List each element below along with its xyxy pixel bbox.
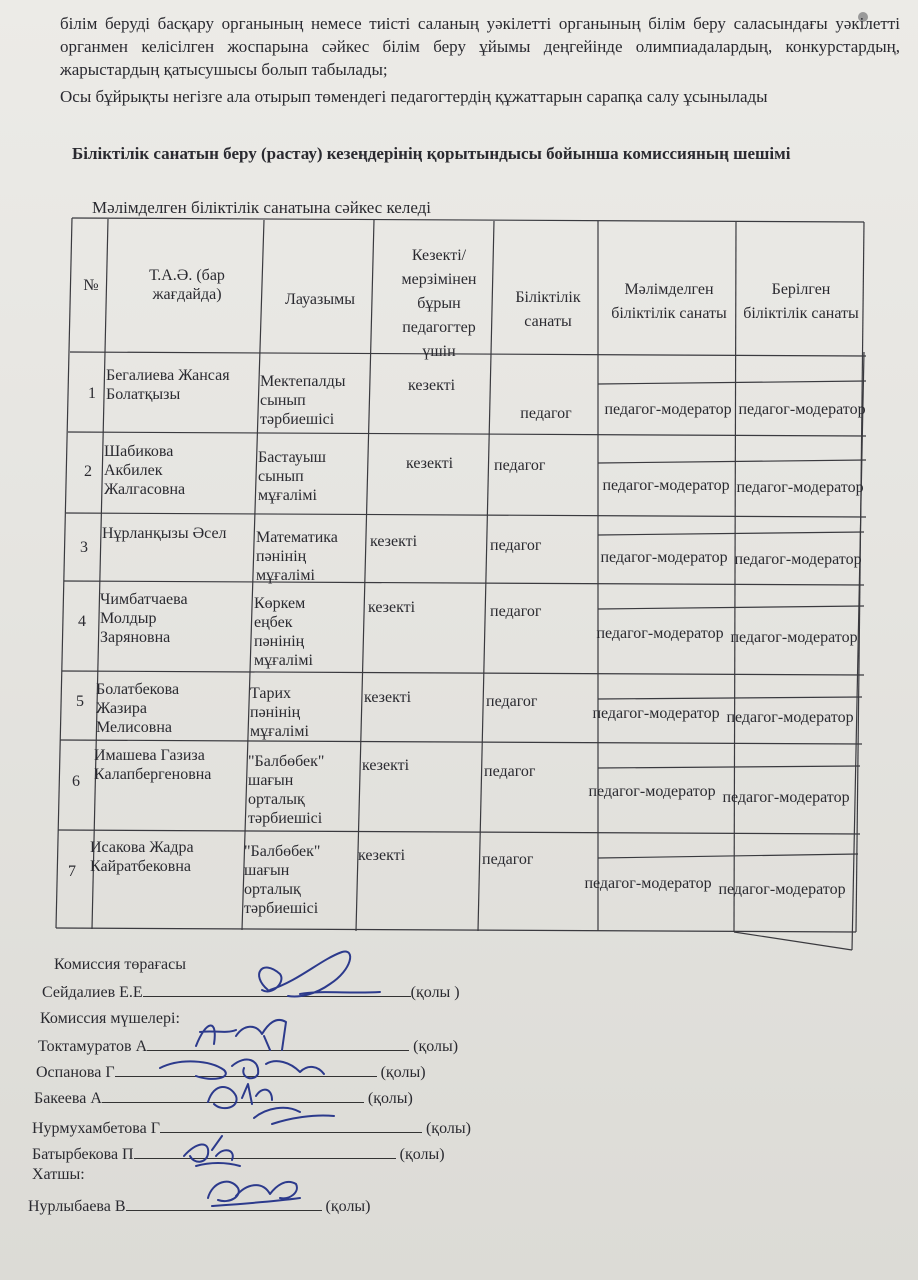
row1-name: Бегалиева Жансая Болатқызы (106, 367, 230, 403)
chair-sign-word: (қолы ) (410, 984, 460, 1001)
decision-heading: Біліктілік санатын беру (растау) кезеңдерінің қорытындысы бойынша комиссияның шешімі (72, 144, 791, 163)
member5-name: Батырбекова П (32, 1146, 134, 1163)
row1-num: 1 (88, 385, 96, 402)
member2-name: Оспанова Г (36, 1064, 115, 1081)
row1-type: кезекті (408, 377, 456, 394)
row5-name: Болатбекова Жазира Мелисовна (96, 681, 180, 736)
secretary-signature (208, 1182, 300, 1206)
row3-type: кезекті (370, 533, 418, 550)
row6-category: педагог (484, 763, 536, 780)
row2-type: кезекті (406, 455, 454, 472)
row5-granted: педагог-модератор (726, 709, 854, 726)
intro-paragraph: білім беруді басқару органының немесе тиісті саланың уәкілетті органының білім беру саласындағы уәкілетті органмен келісілген жоспарына сәйкес білім беру ұйымы деңгейінде олимпиадалардың, конкурстардың, жарыстардың қатысушысы болып табылады; (60, 14, 900, 79)
header-category: Біліктілік санаты (515, 289, 581, 330)
row4-num: 4 (78, 613, 86, 630)
header-declared: Мәлімделген біліктілік санаты (611, 281, 727, 322)
row3-category: педагог (490, 537, 542, 554)
row6-position: "Балбөбек" шағын орталық тәрбиешісі (248, 753, 325, 827)
row1-category: педагог (520, 405, 572, 422)
row5-num: 5 (76, 693, 84, 710)
row4-name: Чимбатчаева Молдыр Заряновна (100, 591, 188, 646)
header-position: Лауазымы (285, 291, 355, 308)
member2-signature (160, 1060, 324, 1079)
row4-granted: педагог-модератор (730, 629, 858, 646)
row1-declared: педагог-модератор (604, 401, 732, 418)
member3-name: Бакеева А (34, 1090, 102, 1107)
row1-position: Мектепалды сынып тәрбиешісі (260, 373, 346, 428)
row1-granted: педагог-модератор (738, 401, 866, 418)
row5-declared: педагог-модератор (592, 705, 720, 722)
members-title: Комиссия мүшелері: (40, 1010, 180, 1027)
header-name: Т.А.Ә. (бар жағдайда) (149, 267, 225, 303)
row7-type: кезекті (358, 847, 406, 864)
row3-declared: педагог-модератор (600, 549, 728, 566)
secretary-title: Хатшы: (32, 1166, 85, 1183)
member1-signature (196, 1020, 286, 1050)
row3-position: Математика пәнінің мұғалімі (256, 529, 338, 584)
member4-name: Нурмухамбетова Г (32, 1120, 160, 1137)
row6-num: 6 (72, 773, 80, 790)
row2-position: Бастауыш сынып мұғалімі (258, 449, 326, 504)
row3-granted: педагог-модератор (734, 551, 862, 568)
row7-category: педагог (482, 851, 534, 868)
member1-name: Токтамуратов А (38, 1038, 148, 1055)
member2-sign-word: (қолы) (380, 1064, 426, 1081)
chair-signature (259, 952, 380, 997)
table-caption: Мәлімделген біліктілік санатына сәйкес келеді (92, 198, 432, 217)
chair-name: Сейдалиев Е.Е (42, 984, 143, 1001)
row7-granted: педагог-модератор (718, 881, 846, 898)
row7-num: 7 (68, 863, 76, 880)
row6-declared: педагог-модератор (588, 783, 716, 800)
row5-type: кезекті (364, 689, 412, 706)
row4-declared: педагог-модератор (596, 625, 724, 642)
row4-type: кезекті (368, 599, 416, 616)
row2-granted: педагог-модератор (736, 479, 864, 496)
member5-signature (184, 1136, 240, 1166)
chair-title: Комиссия төрағасы (54, 956, 186, 973)
header-num: № (83, 277, 99, 294)
intro-proposal: Осы бұйрықты негізге ала отырып төмендегі педагогтердің құжаттарын сарапқа салу ұсынылады (60, 87, 768, 106)
secretary-sign-word: (қолы) (325, 1198, 371, 1215)
header-granted: Берілген біліктілік санаты (743, 281, 859, 322)
header-type: Кезекті/ мерзімінен бұрын педагогтер үшін (401, 247, 477, 360)
row2-declared: педагог-модератор (602, 477, 730, 494)
row5-category: педагог (486, 693, 538, 710)
secretary-name: Нурлыбаева В (28, 1198, 126, 1215)
row7-position: "Балбөбек" шағын орталық тәрбиешісі (244, 843, 321, 917)
row6-name: Имашева Газиза Калапбергеновна (94, 747, 212, 783)
row6-type: кезекті (362, 757, 410, 774)
member3-sign-word: (қолы) (367, 1090, 413, 1107)
member4-sign-word: (қолы) (425, 1120, 471, 1137)
row5-position: Тарих пәнінің мұғалімі (250, 685, 309, 740)
member3-signature (208, 1084, 334, 1124)
row6-granted: педагог-модератор (722, 789, 850, 806)
row3-num: 3 (80, 539, 88, 556)
row4-category: педагог (490, 603, 542, 620)
row7-name: Исакова Жадра Кайратбековна (90, 839, 194, 875)
row2-category: педагог (494, 457, 546, 474)
member1-sign-word: (қолы) (413, 1038, 459, 1055)
member5-sign-word: (қолы) (399, 1146, 445, 1163)
row2-name: Шабикова Акбилек Жалгасовна (104, 443, 186, 498)
row7-declared: педагог-модератор (584, 875, 712, 892)
row3-name: Нұрланқызы Әсел (102, 525, 227, 542)
row2-num: 2 (84, 463, 92, 480)
row4-position: Көркем еңбек пәнінің мұғалімі (254, 595, 313, 669)
